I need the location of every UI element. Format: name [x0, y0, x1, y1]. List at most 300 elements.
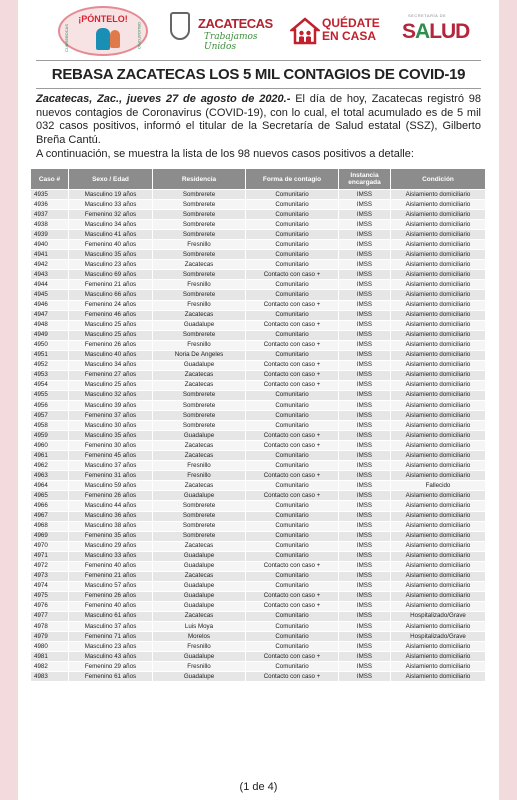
table-row: [31, 531, 486, 541]
cell-condicion: Aislamiento domiciliario: [391, 400, 486, 410]
cell-sexo-edad: Masculino 35 años: [69, 431, 153, 441]
cell-instancia: IMSS: [339, 611, 391, 621]
cell-sexo-edad: Masculino 39 años: [69, 400, 153, 410]
cell-sexo-edad: Femenino 46 años: [69, 310, 153, 320]
cell-residencia: Sombrerete: [153, 411, 246, 421]
cell-residencia: Guadalupe: [153, 581, 246, 591]
cell-caso: 4960: [31, 441, 69, 451]
cell-forma-contagio: Comunitario: [246, 551, 339, 561]
cell-sexo-edad: Femenino 40 años: [69, 561, 153, 571]
cell-sexo-edad: Femenino 71 años: [69, 632, 153, 642]
table-row: [31, 400, 486, 410]
cell-forma-contagio: Comunitario: [246, 501, 339, 511]
cell-instancia: IMSS: [339, 652, 391, 662]
table-row: [31, 310, 486, 320]
cell-condicion: Aislamiento domiciliario: [391, 591, 486, 601]
cell-condicion: Aislamiento domiciliario: [391, 441, 486, 451]
cell-caso: 4949: [31, 330, 69, 340]
cell-condicion: Aislamiento domiciliario: [391, 601, 486, 611]
cell-caso: 4945: [31, 290, 69, 300]
cell-residencia: Zacatecas: [153, 370, 246, 380]
cell-instancia: IMSS: [339, 290, 391, 300]
table-header-row: [31, 169, 486, 190]
cell-caso: 4972: [31, 561, 69, 571]
cell-residencia: Fresnillo: [153, 240, 246, 250]
table-row: [31, 370, 486, 380]
cell-residencia: Zacatecas: [153, 611, 246, 621]
salud-wordmark: [402, 20, 469, 44]
cell-forma-contagio: Comunitario: [246, 400, 339, 410]
cell-caso: 4944: [31, 280, 69, 290]
cell-forma-contagio: Comunitario: [246, 290, 339, 300]
cell-sexo-edad: Femenino 37 años: [69, 411, 153, 421]
table-row: [31, 541, 486, 551]
cell-condicion: Aislamiento domiciliario: [391, 280, 486, 290]
cell-caso: 4956: [31, 400, 69, 410]
cell-forma-contagio: Comunitario: [246, 260, 339, 270]
cell-forma-contagio: Comunitario: [246, 280, 339, 290]
cell-sexo-edad: Femenino 45 años: [69, 451, 153, 461]
cell-condicion: Aislamiento domiciliario: [391, 511, 486, 521]
cell-sexo-edad: Masculino 30 años: [69, 421, 153, 431]
cell-condicion: Aislamiento domiciliario: [391, 380, 486, 390]
table-row: [31, 642, 486, 652]
cell-forma-contagio: Comunitario: [246, 622, 339, 632]
col-header-condicion: Condición: [391, 169, 486, 190]
cell-sexo-edad: Femenino 35 años: [69, 531, 153, 541]
cell-sexo-edad: Femenino 32 años: [69, 210, 153, 220]
cell-residencia: Sombrerete: [153, 220, 246, 230]
cell-caso: 4942: [31, 260, 69, 270]
cell-instancia: IMSS: [339, 360, 391, 370]
cell-instancia: IMSS: [339, 300, 391, 310]
cell-forma-contagio: Contacto con caso +: [246, 591, 339, 601]
cases-table: [30, 168, 486, 682]
document-page: [18, 0, 499, 800]
cell-residencia: Sombrerete: [153, 511, 246, 521]
cell-instancia: IMSS: [339, 642, 391, 652]
cell-condicion: Aislamiento domiciliario: [391, 571, 486, 581]
table-row: [31, 501, 486, 511]
cell-sexo-edad: Masculino 40 años: [69, 350, 153, 360]
cell-condicion: Aislamiento domiciliario: [391, 360, 486, 370]
title-top-divider: [36, 60, 481, 61]
table-row: [31, 200, 486, 210]
cell-sexo-edad: Masculino 25 años: [69, 380, 153, 390]
cell-caso: 4937: [31, 210, 69, 220]
cell-sexo-edad: Femenino 27 años: [69, 370, 153, 380]
table-row: [31, 571, 486, 581]
table-row: [31, 350, 486, 360]
cell-caso: 4969: [31, 531, 69, 541]
cell-sexo-edad: Masculino 34 años: [69, 220, 153, 230]
cell-sexo-edad: Masculino 66 años: [69, 290, 153, 300]
person-figure-icon: [96, 28, 110, 50]
cell-caso: 4939: [31, 230, 69, 240]
cell-sexo-edad: Masculino 43 años: [69, 652, 153, 662]
table-row: [31, 340, 486, 350]
cell-residencia: Zacatecas: [153, 310, 246, 320]
cell-caso: 4968: [31, 521, 69, 531]
cell-forma-contagio: Comunitario: [246, 632, 339, 642]
cell-instancia: IMSS: [339, 250, 391, 260]
cell-forma-contagio: Contacto con caso +: [246, 270, 339, 280]
cell-instancia: IMSS: [339, 340, 391, 350]
cell-instancia: IMSS: [339, 561, 391, 571]
cell-caso: 4977: [31, 611, 69, 621]
cell-residencia: Sombrerete: [153, 531, 246, 541]
cell-instancia: IMSS: [339, 471, 391, 481]
cell-sexo-edad: Masculino 36 años: [69, 511, 153, 521]
cell-condicion: Hospitalizado/Grave: [391, 611, 486, 621]
cell-condicion: Aislamiento domiciliario: [391, 240, 486, 250]
cell-condicion: Aislamiento domiciliario: [391, 622, 486, 632]
cell-sexo-edad: Masculino 33 años: [69, 200, 153, 210]
cell-caso: 4979: [31, 632, 69, 642]
state-crest-icon: [170, 12, 190, 40]
cell-residencia: Sombrerete: [153, 200, 246, 210]
cell-caso: 4975: [31, 591, 69, 601]
cell-residencia: Sombrerete: [153, 390, 246, 400]
cell-instancia: IMSS: [339, 662, 391, 672]
cell-forma-contagio: Comunitario: [246, 220, 339, 230]
table-row: [31, 632, 486, 642]
cell-forma-contagio: Contacto con caso +: [246, 320, 339, 330]
campaign-line-1: QUÉDATE: [322, 16, 380, 30]
cell-forma-contagio: Comunitario: [246, 541, 339, 551]
cell-instancia: IMSS: [339, 622, 391, 632]
table-row: [31, 491, 486, 501]
cell-instancia: IMSS: [339, 380, 391, 390]
cell-instancia: IMSS: [339, 491, 391, 501]
cell-forma-contagio: Comunitario: [246, 581, 339, 591]
cell-residencia: Noria De Ángeles: [153, 350, 246, 360]
cell-instancia: IMSS: [339, 210, 391, 220]
cell-forma-contagio: Comunitario: [246, 642, 339, 652]
table-row: [31, 320, 486, 330]
table-row: [31, 611, 486, 621]
cell-instancia: IMSS: [339, 310, 391, 320]
cell-condicion: Aislamiento domiciliario: [391, 270, 486, 280]
table-row: [31, 481, 486, 491]
table-row: [31, 250, 486, 260]
cell-forma-contagio: Contacto con caso +: [246, 340, 339, 350]
cell-residencia: Fresnillo: [153, 471, 246, 481]
col-header-sexo-edad: Sexo / Edad: [69, 169, 153, 190]
cell-residencia: Zacatecas: [153, 541, 246, 551]
cell-caso: 4980: [31, 642, 69, 652]
cell-instancia: IMSS: [339, 190, 391, 200]
badge-right-text: OBLIGATORIO: [137, 22, 142, 50]
zacatecas-logo-tagline: Trabajamos Unidos: [204, 32, 258, 52]
cell-sexo-edad: Masculino 57 años: [69, 581, 153, 591]
cell-instancia: IMSS: [339, 531, 391, 541]
cell-residencia: Zacatecas: [153, 451, 246, 461]
cell-caso: 4941: [31, 250, 69, 260]
cell-residencia: Sombrerete: [153, 330, 246, 340]
cell-instancia: IMSS: [339, 511, 391, 521]
cell-caso: 4978: [31, 622, 69, 632]
table-row: [31, 280, 486, 290]
header-logos: [18, 4, 499, 56]
cell-residencia: Fresnillo: [153, 662, 246, 672]
cell-forma-contagio: Comunitario: [246, 662, 339, 672]
cell-instancia: IMSS: [339, 461, 391, 471]
cell-residencia: Fresnillo: [153, 642, 246, 652]
cell-sexo-edad: Femenino 40 años: [69, 601, 153, 611]
cell-caso: 4974: [31, 581, 69, 591]
cell-forma-contagio: Comunitario: [246, 421, 339, 431]
table-row: [31, 652, 486, 662]
cell-forma-contagio: Comunitario: [246, 350, 339, 360]
cell-sexo-edad: Masculino 69 años: [69, 270, 153, 280]
table-row: [31, 451, 486, 461]
cell-sexo-edad: Masculino 37 años: [69, 622, 153, 632]
cell-instancia: IMSS: [339, 431, 391, 441]
cell-condicion: Aislamiento domiciliario: [391, 642, 486, 652]
table-row: [31, 260, 486, 270]
cell-instancia: IMSS: [339, 632, 391, 642]
cell-caso: 4967: [31, 511, 69, 521]
cell-caso: 4957: [31, 411, 69, 421]
cell-forma-contagio: Contacto con caso +: [246, 652, 339, 662]
table-row: [31, 220, 486, 230]
cell-residencia: Zacatecas: [153, 260, 246, 270]
cell-caso: 4982: [31, 662, 69, 672]
cell-residencia: Guadalupe: [153, 320, 246, 330]
cell-instancia: IMSS: [339, 270, 391, 280]
cell-forma-contagio: Comunitario: [246, 461, 339, 471]
cell-condicion: Aislamiento domiciliario: [391, 501, 486, 511]
table-row: [31, 441, 486, 451]
zacatecas-logo: [194, 10, 284, 50]
cell-condicion: Aislamiento domiciliario: [391, 190, 486, 200]
quedate-en-casa-text: [322, 17, 380, 43]
cell-condicion: Aislamiento domiciliario: [391, 421, 486, 431]
cell-caso: 4958: [31, 421, 69, 431]
table-row: [31, 672, 486, 682]
cell-condicion: Fallecido: [391, 481, 486, 491]
cell-forma-contagio: Contacto con caso +: [246, 431, 339, 441]
cell-residencia: Zacatecas: [153, 481, 246, 491]
cell-condicion: Aislamiento domiciliario: [391, 662, 486, 672]
cell-sexo-edad: Masculino 61 años: [69, 611, 153, 621]
cell-sexo-edad: Femenino 29 años: [69, 662, 153, 672]
cell-forma-contagio: Comunitario: [246, 531, 339, 541]
cell-residencia: Sombrerete: [153, 290, 246, 300]
cell-forma-contagio: Contacto con caso +: [246, 471, 339, 481]
cell-instancia: IMSS: [339, 501, 391, 511]
title-bottom-divider: [36, 88, 481, 89]
cell-residencia: Guadalupe: [153, 561, 246, 571]
table-intro-text: A continuación, se muestra la lista de los 98 nuevos casos positivos a detalle:: [36, 148, 414, 160]
cell-instancia: IMSS: [339, 551, 391, 561]
table-row: [31, 380, 486, 390]
table-row: [31, 240, 486, 250]
cell-condicion: Aislamiento domiciliario: [391, 330, 486, 340]
cell-sexo-edad: Femenino 31 años: [69, 471, 153, 481]
cell-residencia: Guadalupe: [153, 360, 246, 370]
cell-caso: 4970: [31, 541, 69, 551]
cell-forma-contagio: Comunitario: [246, 190, 339, 200]
cell-condicion: Aislamiento domiciliario: [391, 340, 486, 350]
cell-condicion: Aislamiento domiciliario: [391, 451, 486, 461]
cell-forma-contagio: Comunitario: [246, 411, 339, 421]
cell-residencia: Guadalupe: [153, 652, 246, 662]
cell-forma-contagio: Comunitario: [246, 210, 339, 220]
cell-caso: 4947: [31, 310, 69, 320]
cell-instancia: IMSS: [339, 591, 391, 601]
cell-forma-contagio: Contacto con caso +: [246, 300, 339, 310]
quedate-en-casa-logo: [290, 10, 390, 50]
intro-body: El día de hoy, Zacatecas registró 98 nuevos contagios de Coronavirus (COVID-19), con lo cual, el total acumulado es de 5 mil 032 casos positivos, informó el titular de la Secretaría de Salud estatal (SSZ), Gilberto Breña Cantú.: [36, 93, 481, 146]
cell-instancia: IMSS: [339, 521, 391, 531]
cell-forma-contagio: Contacto con caso +: [246, 601, 339, 611]
cell-sexo-edad: Masculino 41 años: [69, 230, 153, 240]
salud-letter-a: A: [415, 20, 430, 43]
cell-caso: 4938: [31, 220, 69, 230]
cell-forma-contagio: Comunitario: [246, 571, 339, 581]
cell-caso: 4981: [31, 652, 69, 662]
cell-condicion: Aislamiento domiciliario: [391, 370, 486, 380]
cell-instancia: IMSS: [339, 350, 391, 360]
cell-condicion: Aislamiento domiciliario: [391, 541, 486, 551]
cell-sexo-edad: Masculino 38 años: [69, 521, 153, 531]
badge-left-text: CUBREBOCAS: [64, 24, 69, 53]
cell-sexo-edad: Masculino 23 años: [69, 260, 153, 270]
cell-forma-contagio: Contacto con caso +: [246, 441, 339, 451]
cell-condicion: Aislamiento domiciliario: [391, 652, 486, 662]
cell-caso: 4959: [31, 431, 69, 441]
cell-condicion: Aislamiento domiciliario: [391, 521, 486, 531]
secretaria-label: SECRETARÍA DE: [408, 13, 447, 18]
cell-forma-contagio: Comunitario: [246, 230, 339, 240]
cell-sexo-edad: Masculino 44 años: [69, 501, 153, 511]
table-row: [31, 521, 486, 531]
cell-sexo-edad: Masculino 25 años: [69, 320, 153, 330]
cell-condicion: Aislamiento domiciliario: [391, 561, 486, 571]
cell-forma-contagio: Comunitario: [246, 240, 339, 250]
cell-sexo-edad: Masculino 34 años: [69, 360, 153, 370]
cell-instancia: IMSS: [339, 451, 391, 461]
cell-sexo-edad: Femenino 61 años: [69, 672, 153, 682]
cell-instancia: IMSS: [339, 220, 391, 230]
cell-instancia: IMSS: [339, 541, 391, 551]
child-figure-icon: [110, 30, 120, 48]
cell-condicion: Aislamiento domiciliario: [391, 491, 486, 501]
cell-instancia: IMSS: [339, 280, 391, 290]
cell-condicion: Aislamiento domiciliario: [391, 230, 486, 240]
zacatecas-logo-name: ZACATECAS: [198, 16, 273, 31]
cell-caso: 4946: [31, 300, 69, 310]
cell-forma-contagio: Comunitario: [246, 330, 339, 340]
cell-forma-contagio: Comunitario: [246, 310, 339, 320]
page-number: (1 de 4): [239, 781, 278, 793]
page-title: REBASA ZACATECAS LOS 5 MIL CONTAGIOS DE COVID-19: [51, 66, 466, 83]
cell-caso: 4962: [31, 461, 69, 471]
table-row: [31, 210, 486, 220]
table-row: [31, 360, 486, 370]
cell-caso: 4955: [31, 390, 69, 400]
cell-condicion: Aislamiento domiciliario: [391, 320, 486, 330]
table-row: [31, 581, 486, 591]
table-row: [31, 622, 486, 632]
cell-instancia: IMSS: [339, 240, 391, 250]
cell-condicion: Aislamiento domiciliario: [391, 290, 486, 300]
cell-caso: 4966: [31, 501, 69, 511]
cell-residencia: Sombrerete: [153, 250, 246, 260]
cell-instancia: IMSS: [339, 672, 391, 682]
cell-condicion: Aislamiento domiciliario: [391, 581, 486, 591]
cell-residencia: Sombrerete: [153, 400, 246, 410]
cell-residencia: Sombrerete: [153, 210, 246, 220]
cell-residencia: Morelos: [153, 632, 246, 642]
cell-instancia: IMSS: [339, 390, 391, 400]
cell-caso: 4961: [31, 451, 69, 461]
table-row: [31, 270, 486, 280]
cell-sexo-edad: Masculino 29 años: [69, 541, 153, 551]
cell-residencia: Zacatecas: [153, 380, 246, 390]
cell-forma-contagio: Comunitario: [246, 521, 339, 531]
cell-sexo-edad: Femenino 26 años: [69, 491, 153, 501]
cell-residencia: Guadalupe: [153, 491, 246, 501]
cell-forma-contagio: Contacto con caso +: [246, 380, 339, 390]
cell-caso: 4965: [31, 491, 69, 501]
cell-instancia: IMSS: [339, 411, 391, 421]
cell-condicion: Aislamiento domiciliario: [391, 210, 486, 220]
table-row: [31, 561, 486, 571]
cell-forma-contagio: Comunitario: [246, 611, 339, 621]
cell-instancia: IMSS: [339, 601, 391, 611]
cell-condicion: Aislamiento domiciliario: [391, 350, 486, 360]
cell-residencia: Zacatecas: [153, 441, 246, 451]
cell-instancia: IMSS: [339, 260, 391, 270]
cell-residencia: Fresnillo: [153, 300, 246, 310]
table-row: [31, 591, 486, 601]
cell-residencia: Zacatecas: [153, 571, 246, 581]
cell-sexo-edad: Femenino 21 años: [69, 280, 153, 290]
cell-condicion: Aislamiento domiciliario: [391, 551, 486, 561]
cell-sexo-edad: Masculino 23 años: [69, 642, 153, 652]
cell-caso: 4953: [31, 370, 69, 380]
cell-residencia: Sombrerete: [153, 270, 246, 280]
table-body: [31, 190, 486, 682]
cell-forma-contagio: Contacto con caso +: [246, 360, 339, 370]
cell-sexo-edad: Masculino 32 años: [69, 390, 153, 400]
table-row: [31, 411, 486, 421]
cell-sexo-edad: Masculino 19 años: [69, 190, 153, 200]
cell-forma-contagio: Comunitario: [246, 481, 339, 491]
cell-residencia: Fresnillo: [153, 340, 246, 350]
cell-caso: 4983: [31, 672, 69, 682]
cell-sexo-edad: Femenino 21 años: [69, 571, 153, 581]
cell-residencia: Sombrerete: [153, 521, 246, 531]
col-header-instancia: Instancia encargada: [339, 169, 391, 190]
cell-instancia: IMSS: [339, 441, 391, 451]
cell-sexo-edad: Masculino 35 años: [69, 250, 153, 260]
cell-residencia: Guadalupe: [153, 591, 246, 601]
intro-lead: Zacatecas, Zac., jueves 27 de agosto de 2020.-: [36, 93, 291, 105]
cell-residencia: Sombrerete: [153, 190, 246, 200]
cell-sexo-edad: Femenino 30 años: [69, 441, 153, 451]
cell-forma-contagio: Comunitario: [246, 511, 339, 521]
col-header-residencia: Residencia: [153, 169, 246, 190]
house-icon: [290, 16, 320, 46]
cell-condicion: Aislamiento domiciliario: [391, 411, 486, 421]
cell-condicion: Aislamiento domiciliario: [391, 531, 486, 541]
cell-caso: 4973: [31, 571, 69, 581]
campaign-line-2: EN CASA: [322, 29, 377, 43]
